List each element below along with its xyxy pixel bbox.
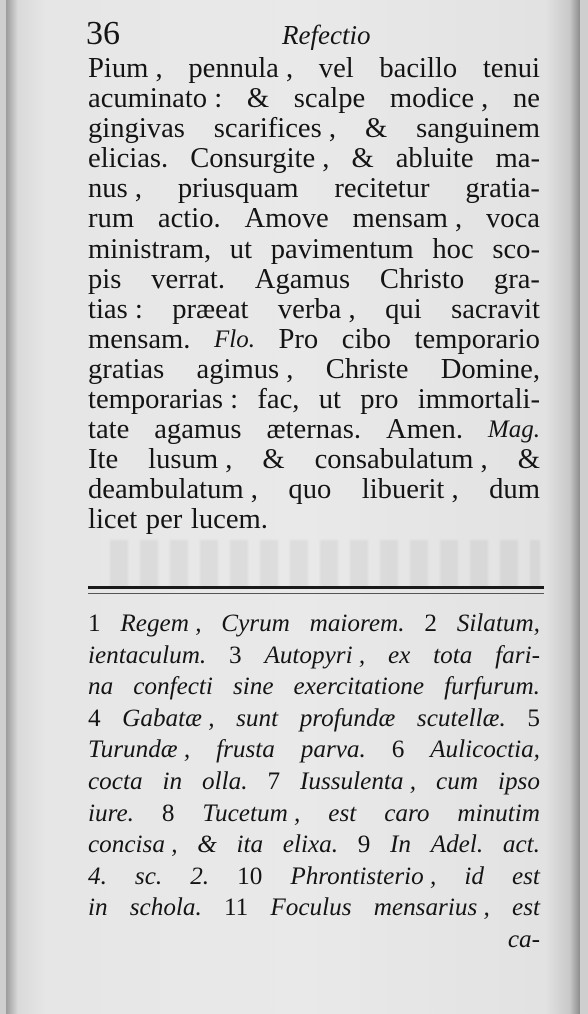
word: Pium , [88,53,163,84]
footnote-word: est [328,799,357,827]
word: temporarias : [88,384,239,416]
word: immortali- [417,384,540,416]
text-line [88,445,540,475]
footnote-word: iure. [88,799,134,827]
word: Flo. [213,325,255,353]
text-line [88,505,540,535]
footnote-word: ex [388,641,411,669]
footnote-word: est [511,862,540,890]
footnote-word: In [390,831,411,859]
word: præeat [172,293,249,325]
footnote-word: in [162,767,183,795]
footnote-word: Adel. [430,831,484,859]
word: & [517,444,540,476]
footnote-word: ca- [507,925,540,953]
footnote-rule-thin [88,593,544,594]
word: Ite [88,444,119,476]
text-line [88,325,540,355]
footnote-word: tota [433,641,473,669]
word: æternas. [266,414,362,446]
main-text [88,54,540,536]
word: & [262,444,285,476]
word: vel [318,53,354,84]
footnote-word: sc. [134,862,163,890]
footnote-word: frusta [216,736,275,764]
footnote-word: confecti [133,673,213,701]
footnote-word: minutim [457,799,540,827]
word: Consurgite , [190,143,330,175]
footnote-word: id [464,862,484,890]
word: quo [288,474,332,506]
word: cibo [341,323,391,355]
footnote-word: Aulicoctia, [430,736,540,764]
text-line [88,235,540,265]
footnote-word: cum [436,767,479,795]
word: Amen. [385,414,463,446]
footnote-line [88,608,540,640]
word: agamus [154,414,242,446]
footnote-word: mensarius , [373,894,490,922]
word: licet [88,504,138,536]
footnote-word: Foculus [270,894,352,922]
footnote-word: 8 [161,799,175,827]
text-line [88,174,540,204]
footnote-word: 2. [190,862,210,890]
footnote-word: schola. [129,894,202,922]
footnote-word: Gabatæ , [122,704,215,732]
footnote-word: & [197,831,217,859]
word: priusquam [177,173,299,205]
text-line [88,295,540,325]
footnote-word: maiorem. [309,610,405,637]
footnote-word: profundæ [299,704,396,732]
page-header [86,14,540,54]
word: & [351,143,374,175]
text-line [88,265,540,295]
word: agimus , [196,353,294,385]
text-line [88,144,540,174]
word: voca [486,203,540,235]
word: acuminato : [88,83,223,115]
word: mensam , [352,203,463,235]
word: Domine, [440,353,540,385]
word: ne [512,83,540,115]
footnote-word: scutellæ. [416,704,506,732]
footnote-line [88,703,540,735]
footnote-word: parva. [300,736,366,764]
word: gra- [493,263,540,295]
footnote-word: Regem , [120,610,202,637]
word: pro [360,384,399,416]
word: rum [88,203,135,235]
footnote-word: Iussulenta , [299,767,417,795]
footnote-line [88,798,540,830]
word: ma- [495,143,540,175]
text-line [88,385,540,415]
footnote-word: furfurum. [444,673,540,701]
word: sacravit [451,293,540,325]
footnote-word: 4 [88,704,101,732]
footnotes [88,608,540,956]
word: ut [318,384,341,416]
word: scalpe [293,83,366,115]
footnote-line [88,892,540,924]
text-line [88,204,540,234]
text-line [88,54,540,84]
text-line [88,475,540,505]
word: modice , [389,83,489,115]
word: scarifices , [213,113,337,145]
footnote-word: na [88,673,114,701]
footnote-word: elixa. [282,831,339,859]
word: Christe [325,353,409,385]
footnote-line [88,734,540,766]
text-line [88,114,540,144]
word: Christo [379,263,465,295]
word: Pro [278,323,319,355]
word: pis [88,263,122,295]
text-line [88,415,540,445]
word: pavimentum [270,233,414,265]
footnote-word: 7 [267,767,281,795]
word: Agamus [254,263,351,295]
footnote-word: sunt [236,704,279,732]
word: tias : [88,293,143,325]
word: sanguinem [416,113,540,145]
footnote-word: fari- [495,641,540,669]
word: deambulatum , [88,474,258,506]
word: elicias. [88,143,169,175]
word: sco- [492,233,540,265]
footnote-line [88,766,540,798]
footnote-word: cocta [88,767,143,795]
running-head: Refectio [282,20,371,50]
footnote-word: Cyrum [221,610,290,637]
footnote-word: Silatum, [456,610,540,637]
footnote-word: sine [232,673,274,701]
footnote-line [88,861,540,893]
footnote-word: exercitatione [293,673,425,701]
show-through-bleed [110,540,540,588]
word: verba , [277,293,356,325]
word: mensam. [88,323,191,355]
footnote-word: caro [384,799,430,827]
text-line [88,355,540,385]
page-edge-shadow [570,0,580,1014]
footnote-word: in [88,894,108,922]
word: gingivas [88,113,185,145]
word: pennula , [188,53,294,84]
word: ut [229,233,253,265]
word: & [246,83,270,115]
footnote-line [88,829,540,861]
word: bacillo [379,53,458,84]
word: consabulatum , [314,444,488,476]
word: Mag. [487,416,540,444]
footnote-line [88,640,540,672]
word: actio. [157,203,221,235]
word: per [145,504,183,536]
footnote-word: ipso [497,767,540,795]
footnote-word: concisa , [88,831,178,859]
footnote-word: 9 [357,831,371,859]
footnote-word: act. [502,831,540,859]
footnote-word: 10 [237,862,263,890]
footnote-word: ientaculum. [88,641,207,669]
footnote-word: 3 [229,641,242,669]
word: lusum , [148,444,233,476]
word: recitetur [334,173,430,205]
footnote-word: Autopyri , [264,641,366,669]
footnote-word: 11 [223,894,249,922]
word: libuerit , [361,474,459,506]
word: & [364,113,388,145]
footnote-word: Turundæ , [88,736,191,764]
footnote-line [88,671,540,703]
footnote-word: est [512,894,540,922]
footnote-word: 6 [391,736,405,764]
footnote-word: 5 [527,704,540,732]
word: temporario [414,323,540,355]
word: fac, [257,384,300,416]
footnote-line [88,924,540,956]
footnote-word: olla. [202,767,248,795]
word: hoc [432,233,474,265]
footnote-rule [88,586,544,589]
word: dum [489,474,540,506]
word: lucem. [190,504,268,536]
page-number: 36 [86,15,120,52]
word: tenui [482,53,540,84]
word: gratias [88,353,165,385]
footnote-word: 2 [424,610,437,637]
word: nus , [88,173,143,205]
word: ministram, [88,233,212,265]
footnote-word: ita [236,831,264,859]
word: gratia- [465,173,540,205]
footnote-word: 1 [88,610,101,637]
word: qui [385,293,422,325]
word: verrat. [151,263,225,295]
word: abluite [395,143,474,175]
word: Amove [244,203,329,235]
text-line [88,84,540,114]
footnote-word: Phrontisterio , [290,862,437,890]
word: tate [88,414,130,446]
footnote-word: 4. [88,862,107,890]
footnote-word: Tucetum , [202,799,301,827]
